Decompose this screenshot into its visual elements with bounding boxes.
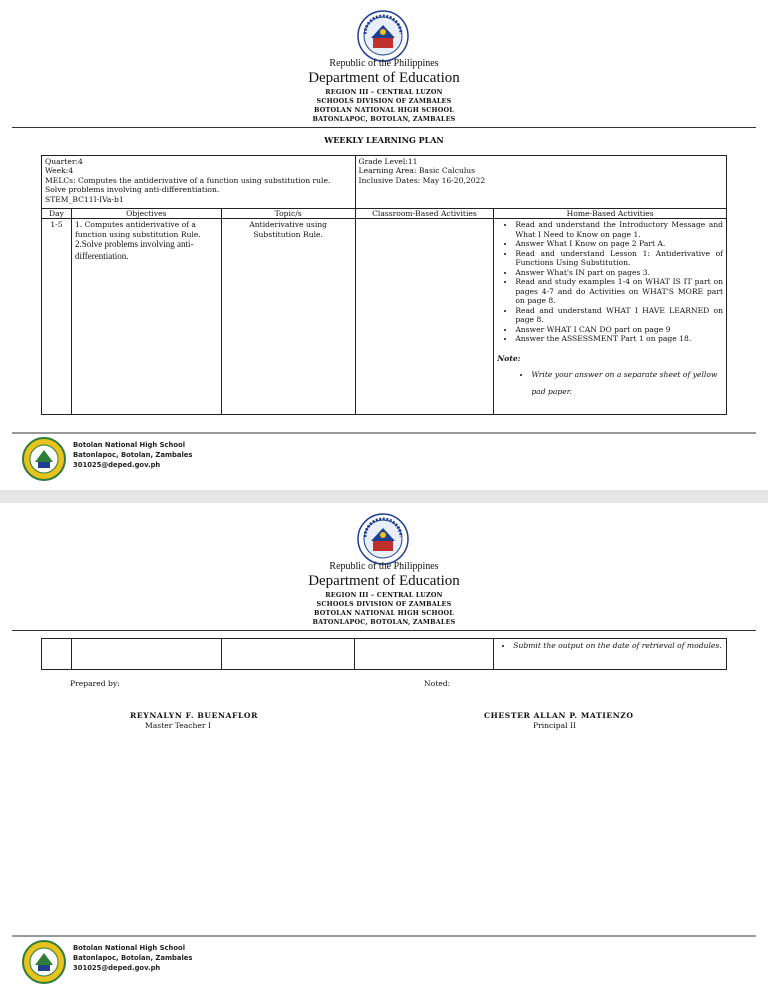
page-separator [0, 490, 768, 503]
meta-left-cell [42, 156, 356, 209]
footer-school: Botolan National High School [73, 944, 186, 952]
list-item: • Read and study examples 1-4 on WHAT IS IT part on pages 4-7 and do Activities on WHAT'S MORE part on page 8. [515, 277, 723, 305]
noted-label: Noted: [424, 679, 451, 688]
list-item: • Read and understand WHAT I HAVE LEARNED on page 8. [515, 306, 723, 325]
republic-heading: Republic of the Philippines [329, 58, 439, 69]
preparer-name: REYNALYN F. BUENAFLOR [130, 711, 259, 720]
melc-code-text: STEM_BC11I-IVa-b1 [45, 194, 124, 204]
topic-cell: Antiderivative using Substitution Rule. [221, 219, 355, 415]
column-header-day: Day [42, 209, 72, 219]
address-heading: BATONLAPOC, BOTOLAN, ZAMBALES [312, 115, 456, 123]
footer-code: 301025@deped.gov.ph [73, 964, 161, 972]
prepared-by-label: Prepared by: [70, 679, 120, 688]
footer-divider [12, 935, 756, 937]
home-activities-cell [494, 639, 727, 670]
learning-area-text: Learning Area: Basic Calculus [358, 166, 476, 176]
home-activities-cell [494, 219, 727, 415]
home-activities-list [497, 220, 723, 343]
department-heading: Department of Education [308, 70, 460, 86]
inclusive-dates-text: Inclusive Dates: May 16-20,2022 [358, 175, 486, 185]
list-item: • Answer the ASSESSMENT Part 1 on page 18. [515, 334, 723, 343]
note-label: Note: [497, 353, 521, 363]
objectives-cell [71, 219, 221, 415]
region-heading: REGION III – CENTRAL LUZON [325, 88, 443, 96]
footer-address: Batonlapoc, Botolan, Zambales [73, 954, 193, 962]
header-divider [12, 630, 756, 631]
department-heading: Department of Education [308, 573, 460, 589]
deped-seal-icon [357, 513, 409, 565]
footer-code: 301025@deped.gov.ph [73, 461, 161, 469]
republic-heading: Republic of the Philippines [329, 561, 439, 572]
school-heading: BOTOLAN NATIONAL HIGH SCHOOL [314, 106, 454, 114]
continued-list [497, 640, 723, 651]
address-heading: BATONLAPOC, BOTOLAN, ZAMBALES [312, 618, 456, 626]
list-item: • Read and understand Lesson 1: Antiderivative of Functions Using Substitution. [515, 249, 723, 268]
list-item: • Answer WHAT I CAN DO part on page 9 [515, 325, 723, 334]
noter-title: Principal II [533, 721, 576, 730]
objective-1: 1. Computes antiderivative of a function using substitution Rule. [74, 220, 201, 239]
classroom-cell [355, 219, 494, 415]
division-heading: SCHOOLS DIVISION OF ZAMBALES [316, 97, 452, 105]
division-heading: SCHOOLS DIVISION OF ZAMBALES [316, 600, 452, 608]
footer-info [73, 943, 192, 973]
school-heading: BOTOLAN NATIONAL HIGH SCHOOL [314, 609, 454, 617]
list-item: • Write your answer on a separate sheet of yellow pad paper. [531, 367, 723, 400]
footer-school: Botolan National High School [73, 441, 186, 449]
day-cell: 1-5 [42, 219, 72, 415]
classroom-cell [355, 639, 494, 670]
column-header-home: Home-Based Activities [494, 209, 727, 219]
list-item: • Answer What's IN part on pages 3. [515, 268, 723, 277]
list-item: • Answer What I Know on page 2 Part A. [515, 239, 723, 248]
table-row [42, 639, 727, 670]
objectives-cell [71, 639, 221, 670]
continued-table [41, 638, 727, 670]
column-header-topics: Topic/s [221, 209, 355, 219]
document-title: WEEKLY LEARNING PLAN [324, 135, 444, 145]
header-divider [12, 127, 756, 128]
preparer-title: Master Teacher I [145, 721, 211, 730]
footer-info [73, 440, 192, 470]
grade-text: Grade Level:11 [358, 157, 418, 166]
topic-cell [221, 639, 355, 670]
list-item: • Read and understand the Introductory Message and What I Need to Know on page 1. [515, 220, 723, 239]
school-logo-icon [22, 437, 66, 481]
column-header-row [42, 209, 727, 219]
quarter-text: Quarter:4 [45, 157, 83, 166]
column-header-classroom: Classroom-Based Activities [355, 209, 494, 219]
table-row [42, 219, 727, 415]
deped-seal-icon [357, 10, 409, 62]
day-cell [42, 639, 72, 670]
school-logo-icon [22, 940, 66, 984]
noter-name: CHESTER ALLAN P. MATIENZO [484, 711, 634, 720]
list-item: • Submit the output on the date of retrieval of modules. [513, 640, 723, 651]
meta-row [42, 156, 727, 209]
note-list [497, 367, 723, 400]
region-heading: REGION III – CENTRAL LUZON [325, 591, 443, 599]
page-2 [0, 503, 768, 1006]
objective-2: 2.Solve problems involving anti-differentiation. [74, 239, 194, 261]
week-text: Week:4 [45, 166, 74, 176]
footer-divider [12, 432, 756, 434]
learning-plan-table [41, 155, 727, 415]
column-header-objectives: Objectives [71, 209, 221, 219]
footer-address: Batonlapoc, Botolan, Zambales [73, 451, 193, 459]
melcs-text: MELCs: Computes the antiderivative of a function using substitution rule. Solve problems involving anti-differentiation. [45, 175, 331, 195]
page-1 [0, 0, 768, 490]
meta-right-cell [355, 156, 726, 209]
